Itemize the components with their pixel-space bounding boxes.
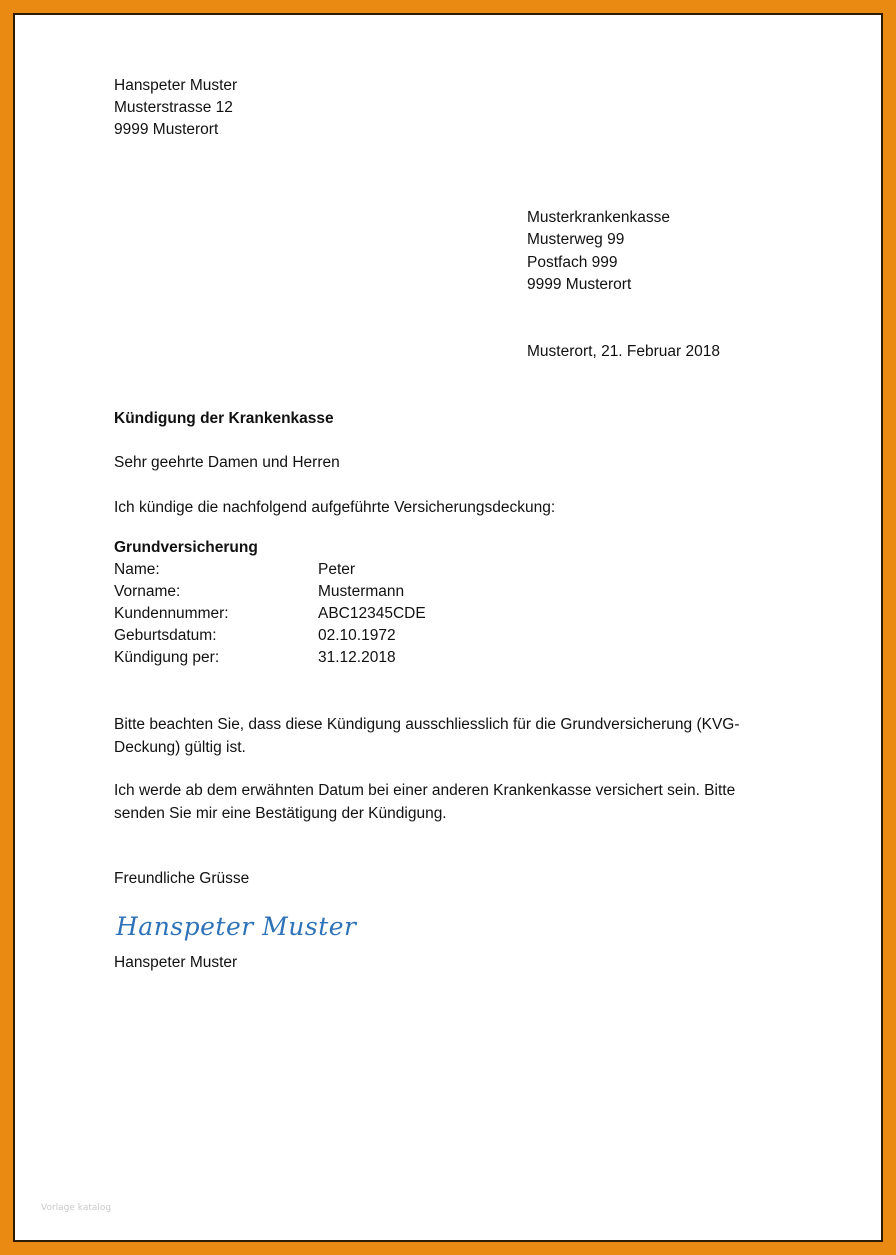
subject-heading: Kündigung der Krankenkasse <box>114 410 334 427</box>
field-label: Vorname: <box>114 583 181 600</box>
salutation: Sehr geehrte Damen und Herren <box>114 454 340 471</box>
field-label: Kündigung per: <box>114 649 220 666</box>
field-value: ABC12345CDE <box>318 605 426 622</box>
field-label: Name: <box>114 561 160 578</box>
coverage-heading: Grundversicherung <box>114 539 258 556</box>
field-label: Geburtsdatum: <box>114 627 217 644</box>
date-line: Musterort, 21. Februar 2018 <box>527 343 720 360</box>
sender-street: Musterstrasse 12 <box>114 99 233 116</box>
paragraph-scope: Bitte beachten Sie, dass diese Kündigung ausschliesslich für die Grundversicherung (KVG-Deckung) gültig ist. <box>114 716 740 756</box>
signer-name: Hanspeter Muster <box>114 954 238 971</box>
recipient-street: Musterweg 99 <box>527 231 625 248</box>
handwritten-signature: Hanspeter Muster <box>116 912 357 941</box>
recipient-city: 9999 Musterort <box>527 276 632 293</box>
intro-text: Ich kündige die nachfolgend aufgeführte Versicherungsdeckung: <box>114 499 556 516</box>
recipient-pobox: Postfach 999 <box>527 254 618 271</box>
field-value: Mustermann <box>318 583 405 600</box>
letter-page <box>15 15 881 1240</box>
field-label: Kundennummer: <box>114 605 229 622</box>
sender-name: Hanspeter Muster <box>114 77 238 94</box>
paragraph-request: Ich werde ab dem erwähnten Datum bei einer anderen Krankenkasse versichert sein. Bitte senden Sie mir eine Bestätigung der Kündigung. <box>114 782 736 822</box>
field-value: Peter <box>318 561 356 578</box>
field-value: 31.12.2018 <box>318 649 396 666</box>
recipient-name: Musterkrankenkasse <box>527 209 671 226</box>
sender-city: 9999 Musterort <box>114 121 219 138</box>
closing: Freundliche Grüsse <box>114 870 250 887</box>
watermark: Vorlage katalog <box>41 1203 112 1213</box>
field-value: 02.10.1972 <box>318 627 396 644</box>
